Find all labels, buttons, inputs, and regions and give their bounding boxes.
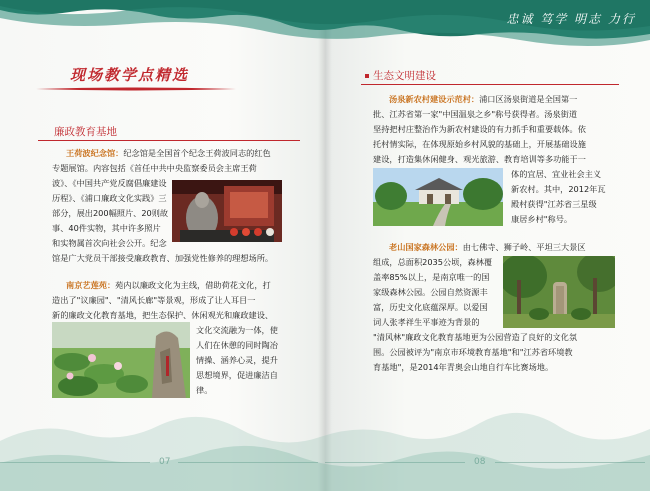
paragraph-laoshan-line1 [389, 240, 635, 255]
section-underline [361, 84, 619, 85]
banner-brush-line [36, 86, 236, 92]
text-line: 家级森林公园。公园自然资源丰 [373, 287, 488, 297]
text-line: 富，历史文化底蕴深厚。以爱国 [373, 302, 488, 312]
text-line: 历程》、《浦口廉政文化实践》三 [52, 193, 167, 203]
mountain-background [0, 371, 650, 491]
text-line: 专题展馆。内容包括《首任中共中央监察委员会主席王荷 [52, 163, 257, 173]
text-line: 新农村。其中，2012年瓦 [511, 184, 606, 194]
text-line: 事、40件实物，其中许多照片 [52, 223, 161, 233]
text-line: 思想境界，促进廉洁自 [196, 370, 278, 380]
paragraph-yilianyuan-line1 [66, 278, 306, 293]
text-line: 馆是广大党员干部接受廉政教育、加强党性修养的理想场所。 [52, 253, 274, 263]
text-line: 人们在休憩的同时陶冶 [196, 340, 278, 350]
text-line: 康居乡村"称号。 [511, 214, 573, 224]
text-line: 情操、涵养心灵，提升 [196, 355, 278, 365]
section-title-ecology: 生态文明建设 [373, 70, 436, 82]
banner-title: 现场教学点精选 [70, 66, 190, 84]
text-line: 和实物属首次向社会公开。纪念 [52, 238, 167, 248]
text-line: 浦口区汤泉街道是全国第一 [479, 94, 578, 104]
text-line: 建设，打造集休闲健身、观光旅游、教育培训等多功能于一 [373, 154, 586, 164]
text-line: 造出了"议廉园"、"清风长廊"等景观，形成了让人耳目一 [52, 295, 256, 305]
text-line: 波》、《中国共产党反腐倡廉建设 [52, 178, 167, 188]
highlight-tangquan: 汤泉新农村建设示范村： [389, 94, 480, 104]
highlight-wanghebo: 王荷波纪念馆： [66, 148, 124, 158]
highlight-yilianyuan: 南京艺莲苑： [66, 280, 116, 290]
photo-laoshan-forest [503, 256, 615, 328]
text-line: 部分，展出200幅照片、20则故 [52, 208, 169, 218]
photo-memorial-hall [172, 180, 282, 242]
text-line: 盖率85%以上，是南京唯一的国 [373, 272, 490, 282]
page-number-left: 07 [159, 457, 171, 467]
section-title-lianzheng: 廉政教育基地 [54, 126, 117, 138]
text-line: "清风林"廉政文化教育基地更为公园营造了良好的文化氛 [373, 332, 578, 342]
text-line: 围。公园被评为"南京市环境教育基地"和"江苏省环境教 [373, 347, 573, 357]
photo-tangquan-village [373, 168, 503, 226]
text-line: 组成，总面积2035公顷，森林覆 [373, 257, 493, 267]
text-line: 新的廉政文化教育基地，把生态保护、休闲观光和廉政建设、 [52, 310, 274, 320]
text-line: 批、江苏省第一家"中国温泉之乡"称号获得者。汤泉街道 [373, 109, 578, 119]
text-line: 由七佛寺、狮子岭、平坦三大景区 [462, 242, 586, 252]
ink-wash-header [0, 0, 650, 60]
text-line: 育基地"，是2014年青奥会山地自行车比赛场地。 [373, 362, 554, 372]
text-line: 托村情实际，在体现原始乡村风貌的基础上，开展基础设施 [373, 139, 586, 149]
text-line: 纪念馆是全国首个纪念王荷波同志的红色 [123, 148, 271, 158]
paragraph-wanghebo-line1 [66, 146, 304, 161]
page-number-right: 08 [474, 457, 486, 467]
text-line: 苑内以廉政文化为主线，借助荷花文化，打 [115, 280, 271, 290]
text-line: 律。 [196, 385, 213, 395]
text-line: 体的宜居、宜业社会主义 [511, 169, 602, 179]
paragraph-tangquan-line1 [389, 92, 635, 107]
text-line: 殿村获得"江苏省三星级 [511, 199, 597, 209]
text-line: 文化交流融为一体，使 [196, 325, 278, 335]
text-line: 坚持把村庄整治作为新农村建设的有力抓手和重要载体。依 [373, 124, 586, 134]
text-line: 词人张孝祥生平事迹为背景的 [373, 317, 480, 327]
section-bullet [365, 74, 369, 78]
header-motto: 忠诚 笃学 明志 力行 [506, 12, 636, 26]
section-underline [38, 140, 300, 141]
highlight-laoshan: 老山国家森林公园： [389, 242, 463, 252]
